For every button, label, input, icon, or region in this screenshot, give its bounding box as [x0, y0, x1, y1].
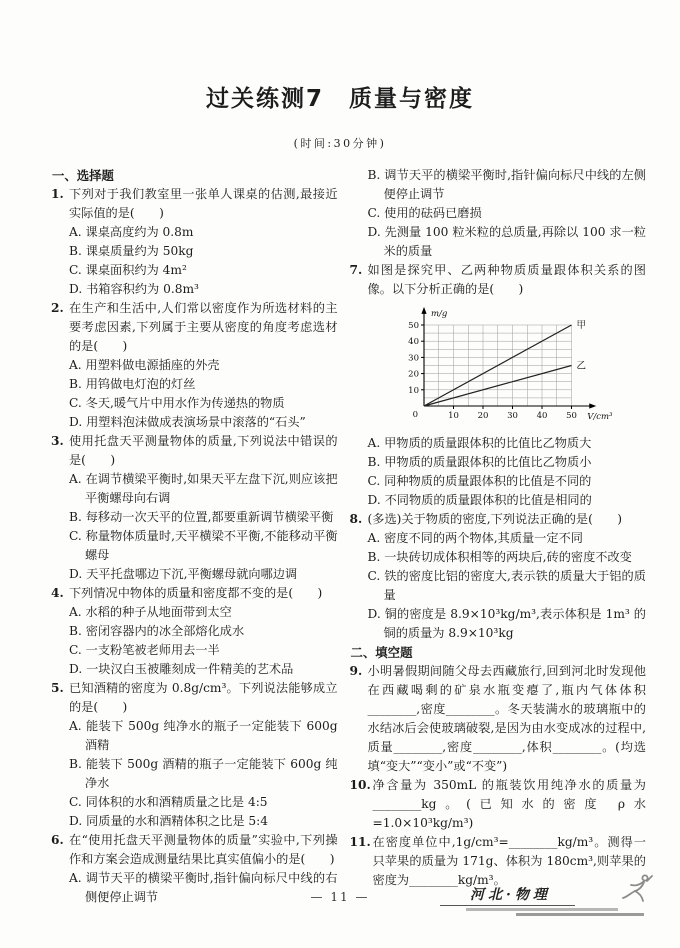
- svg-text:50: 50: [565, 411, 577, 421]
- question-9: [351, 662, 646, 776]
- time-limit-note: (时间:30分钟): [293, 137, 387, 150]
- page-title: 过关练测7 质量与密度: [205, 86, 474, 112]
- svg-text:40: 40: [407, 337, 419, 348]
- question-6-option-a: A. 调节天平的横梁平衡时,指针偏向标尺中线的右侧便停止调节: [69, 871, 338, 904]
- question-1-option-a: A. 课桌高度约为 0.8m: [69, 225, 194, 239]
- svg-text:30: 30: [506, 411, 518, 421]
- question-7-option-a: A. 甲物质的质量跟体积的比值比乙物质大: [367, 436, 592, 450]
- question-3-option-b: B. 每移动一次天平的位置,都要重新调节横梁平衡: [69, 510, 334, 524]
- question-1-text: 下列对于我们教室里一张单人课桌的估测,最接近实际值的是( ): [69, 187, 338, 220]
- question-7-text: 如图是探究甲、乙两种物质质量跟体积关系的图像。以下分析正确的是( ): [367, 263, 646, 296]
- question-5-option-a: A. 能装下 500g 纯净水的瓶子一定能装下 600g 酒精: [69, 719, 338, 752]
- question-6-option-d: D. 先测量 100 粒米粒的总质量,再除以 100 求一粒米的质量: [367, 225, 646, 258]
- brand-underline: [466, 908, 618, 911]
- question-7: [351, 261, 646, 510]
- question-6-text: 在“使用托盘天平测量物体的质量”实验中,下列操作和方案会造成测量结果比真实值偏小的是( ): [69, 833, 338, 866]
- svg-text:甲: 甲: [576, 320, 586, 331]
- question-8-option-d: D. 铜的密度是 8.9×10³kg/m³,表示体积是 1m³ 的铜的质量为 8.9×10³kg: [367, 607, 646, 640]
- question-8-text: (多选)关于物质的密度,下列说法正确的是( ): [367, 512, 622, 526]
- question-11: [351, 833, 646, 890]
- question-2: [52, 299, 338, 432]
- question-8-option-c: C. 铁的密度比铝的密度大,表示铁的质量大于铝的质量: [367, 569, 646, 602]
- question-4-option-d: D. 一块汉白玉被雕刻成一件精美的艺术品: [69, 662, 294, 676]
- question-10: [351, 776, 646, 833]
- question-1-option-b: B. 课桌质量约为 50kg: [69, 244, 194, 258]
- question-4-number: 4.: [51, 586, 64, 600]
- brand-underline-2: [516, 913, 644, 916]
- question-1-option-c: C. 课桌面积约为 4m²: [69, 263, 187, 277]
- question-7-option-b: B. 甲物质的质量跟体积的比值比乙物质小: [367, 455, 592, 469]
- svg-text:0: 0: [412, 410, 418, 420]
- question-11-text: 在密度单位中,1g/cm³=________kg/m³。测得一只苹果的质量为 171g、体积为 180cm³,则苹果的密度为________kg/m³。: [372, 835, 646, 887]
- question-2-option-c: C. 冬天,暖气片中用水作为传递热的物质: [69, 396, 285, 410]
- question-9-number: 9.: [349, 664, 363, 678]
- svg-text:乙: 乙: [576, 360, 586, 372]
- svg-text:50: 50: [407, 321, 419, 331]
- question-7-option-d: D. 不同物质的质量跟体积的比值是相同的: [367, 493, 592, 507]
- question-4-text: 下列情况中物体的质量和密度都不变的是( ): [69, 586, 323, 600]
- svg-text:V/cm³: V/cm³: [586, 412, 612, 422]
- question-3-number: 3.: [51, 434, 64, 448]
- svg-text:10: 10: [447, 411, 459, 421]
- question-1-option-d: D. 书箱容积约为 0.8m³: [69, 282, 199, 296]
- question-1: [52, 185, 338, 299]
- question-5-option-d: D. 同质量的水和酒精体积之比是 5:4: [69, 814, 269, 828]
- question-5-option-b: B. 能装下 500g 酒精的瓶子一定能装下 600g 纯净水: [69, 757, 338, 790]
- footer-brand: [440, 884, 652, 916]
- question-2-option-a: A. 用塑料做电源插座的外壳: [69, 358, 220, 372]
- left-column: [52, 166, 338, 907]
- question-9-text: 小明暑假期间随父母去西藏旅行,回到河北时发现他在西藏喝剩的矿泉水瓶变瘪了,瓶内气体体积________,密度________。冬天装满水的玻璃瓶中的水结冰后会使玻璃破裂,是因为由水变成冰的过程中,质量________,密度________,体积________。(均选填“变大”“变小”或“不变”): [367, 664, 646, 773]
- question-1-number: 1.: [51, 187, 64, 201]
- question-3-option-d: D. 天平托盘哪边下沉,平衡螺母就向哪边调: [69, 567, 298, 581]
- question-6-number: 6.: [51, 833, 64, 847]
- question-3: [52, 432, 338, 584]
- question-8-option-b: B. 一块砖切成体积相等的两块后,砖的密度不改变: [367, 550, 632, 564]
- question-8-option-a: A. 密度不同的两个物体,其质量一定不同: [367, 531, 583, 545]
- section-blank-heading: 二、填空题: [350, 645, 413, 660]
- question-5-number: 5.: [51, 681, 64, 695]
- question-6-continued: [351, 166, 646, 261]
- question-7-option-c: C. 同种物质的质量跟体积的比值是不同的: [367, 474, 592, 488]
- question-3-option-a: A. 在调节横梁平衡时,如果天平左盘下沉,则应该把平衡螺母向右调: [69, 472, 338, 505]
- question-2-option-d: D. 用塑料泡沫做成表演场景中滚落的“石头”: [69, 415, 306, 429]
- svg-text:10: 10: [407, 385, 419, 396]
- svg-text:20: 20: [407, 369, 419, 380]
- svg-text:20: 20: [477, 411, 488, 421]
- question-3-option-c: C. 称量物体质量时,天平横梁不平衡,不能移动平衡螺母: [69, 529, 338, 562]
- footer-brand-row: [440, 884, 652, 906]
- question-4-option-a: A. 水稻的种子从地面带到太空: [69, 605, 232, 619]
- content-columns: [0, 151, 680, 907]
- question-3-text: 使用托盘天平测量物体的质量,下列说法中错误的是( ): [69, 434, 338, 467]
- question-10-number: 10.: [349, 778, 371, 792]
- question-4-option-b: B. 密闭容器内的冰全部熔化成水: [69, 624, 245, 638]
- mass-volume-chart: [394, 302, 646, 432]
- question-4-option-c: C. 一支粉笔被老师用去一半: [69, 643, 220, 657]
- runner-icon: [618, 872, 656, 906]
- question-7-number: 7.: [349, 263, 363, 277]
- svg-text:30: 30: [407, 353, 419, 364]
- question-6-option-b: B. 调节天平的横梁平衡时,指针偏向标尺中线的左侧便停止调节: [367, 168, 646, 201]
- question-4: [52, 584, 338, 679]
- question-5: [52, 679, 338, 831]
- question-8-number: 8.: [349, 512, 363, 526]
- svg-text:40: 40: [536, 411, 547, 421]
- svg-text:m/g: m/g: [430, 308, 447, 319]
- question-2-text: 在生产和生活中,人们常以密度作为所选材料的主要考虑因素,下列属于主要从密度的角度考虑选材的是( ): [69, 301, 338, 353]
- section-choice-heading: 一、选择题: [52, 168, 114, 183]
- question-8: [351, 510, 646, 643]
- question-6-option-c: C. 使用的砝码已磨损: [367, 206, 482, 220]
- question-2-option-b: B. 用钨做电灯泡的灯丝: [69, 377, 196, 391]
- question-5-option-c: C. 同体积的水和酒精质量之比是 4:5: [69, 795, 268, 809]
- question-5-text: 已知酒精的密度为 0.8g/cm³。下列说法能够成立的是( ): [69, 681, 338, 714]
- brand-label: 河北·物理: [440, 884, 575, 906]
- question-10-text: 净含量为 350mL 的瓶装饮用纯净水的质量为________kg。(已知水的密度 ρ水=1.0×10³kg/m³): [372, 778, 646, 830]
- page-number: — 11 —: [310, 890, 370, 904]
- right-column: [351, 166, 646, 907]
- question-2-number: 2.: [51, 301, 64, 315]
- question-11-number: 11.: [349, 835, 371, 849]
